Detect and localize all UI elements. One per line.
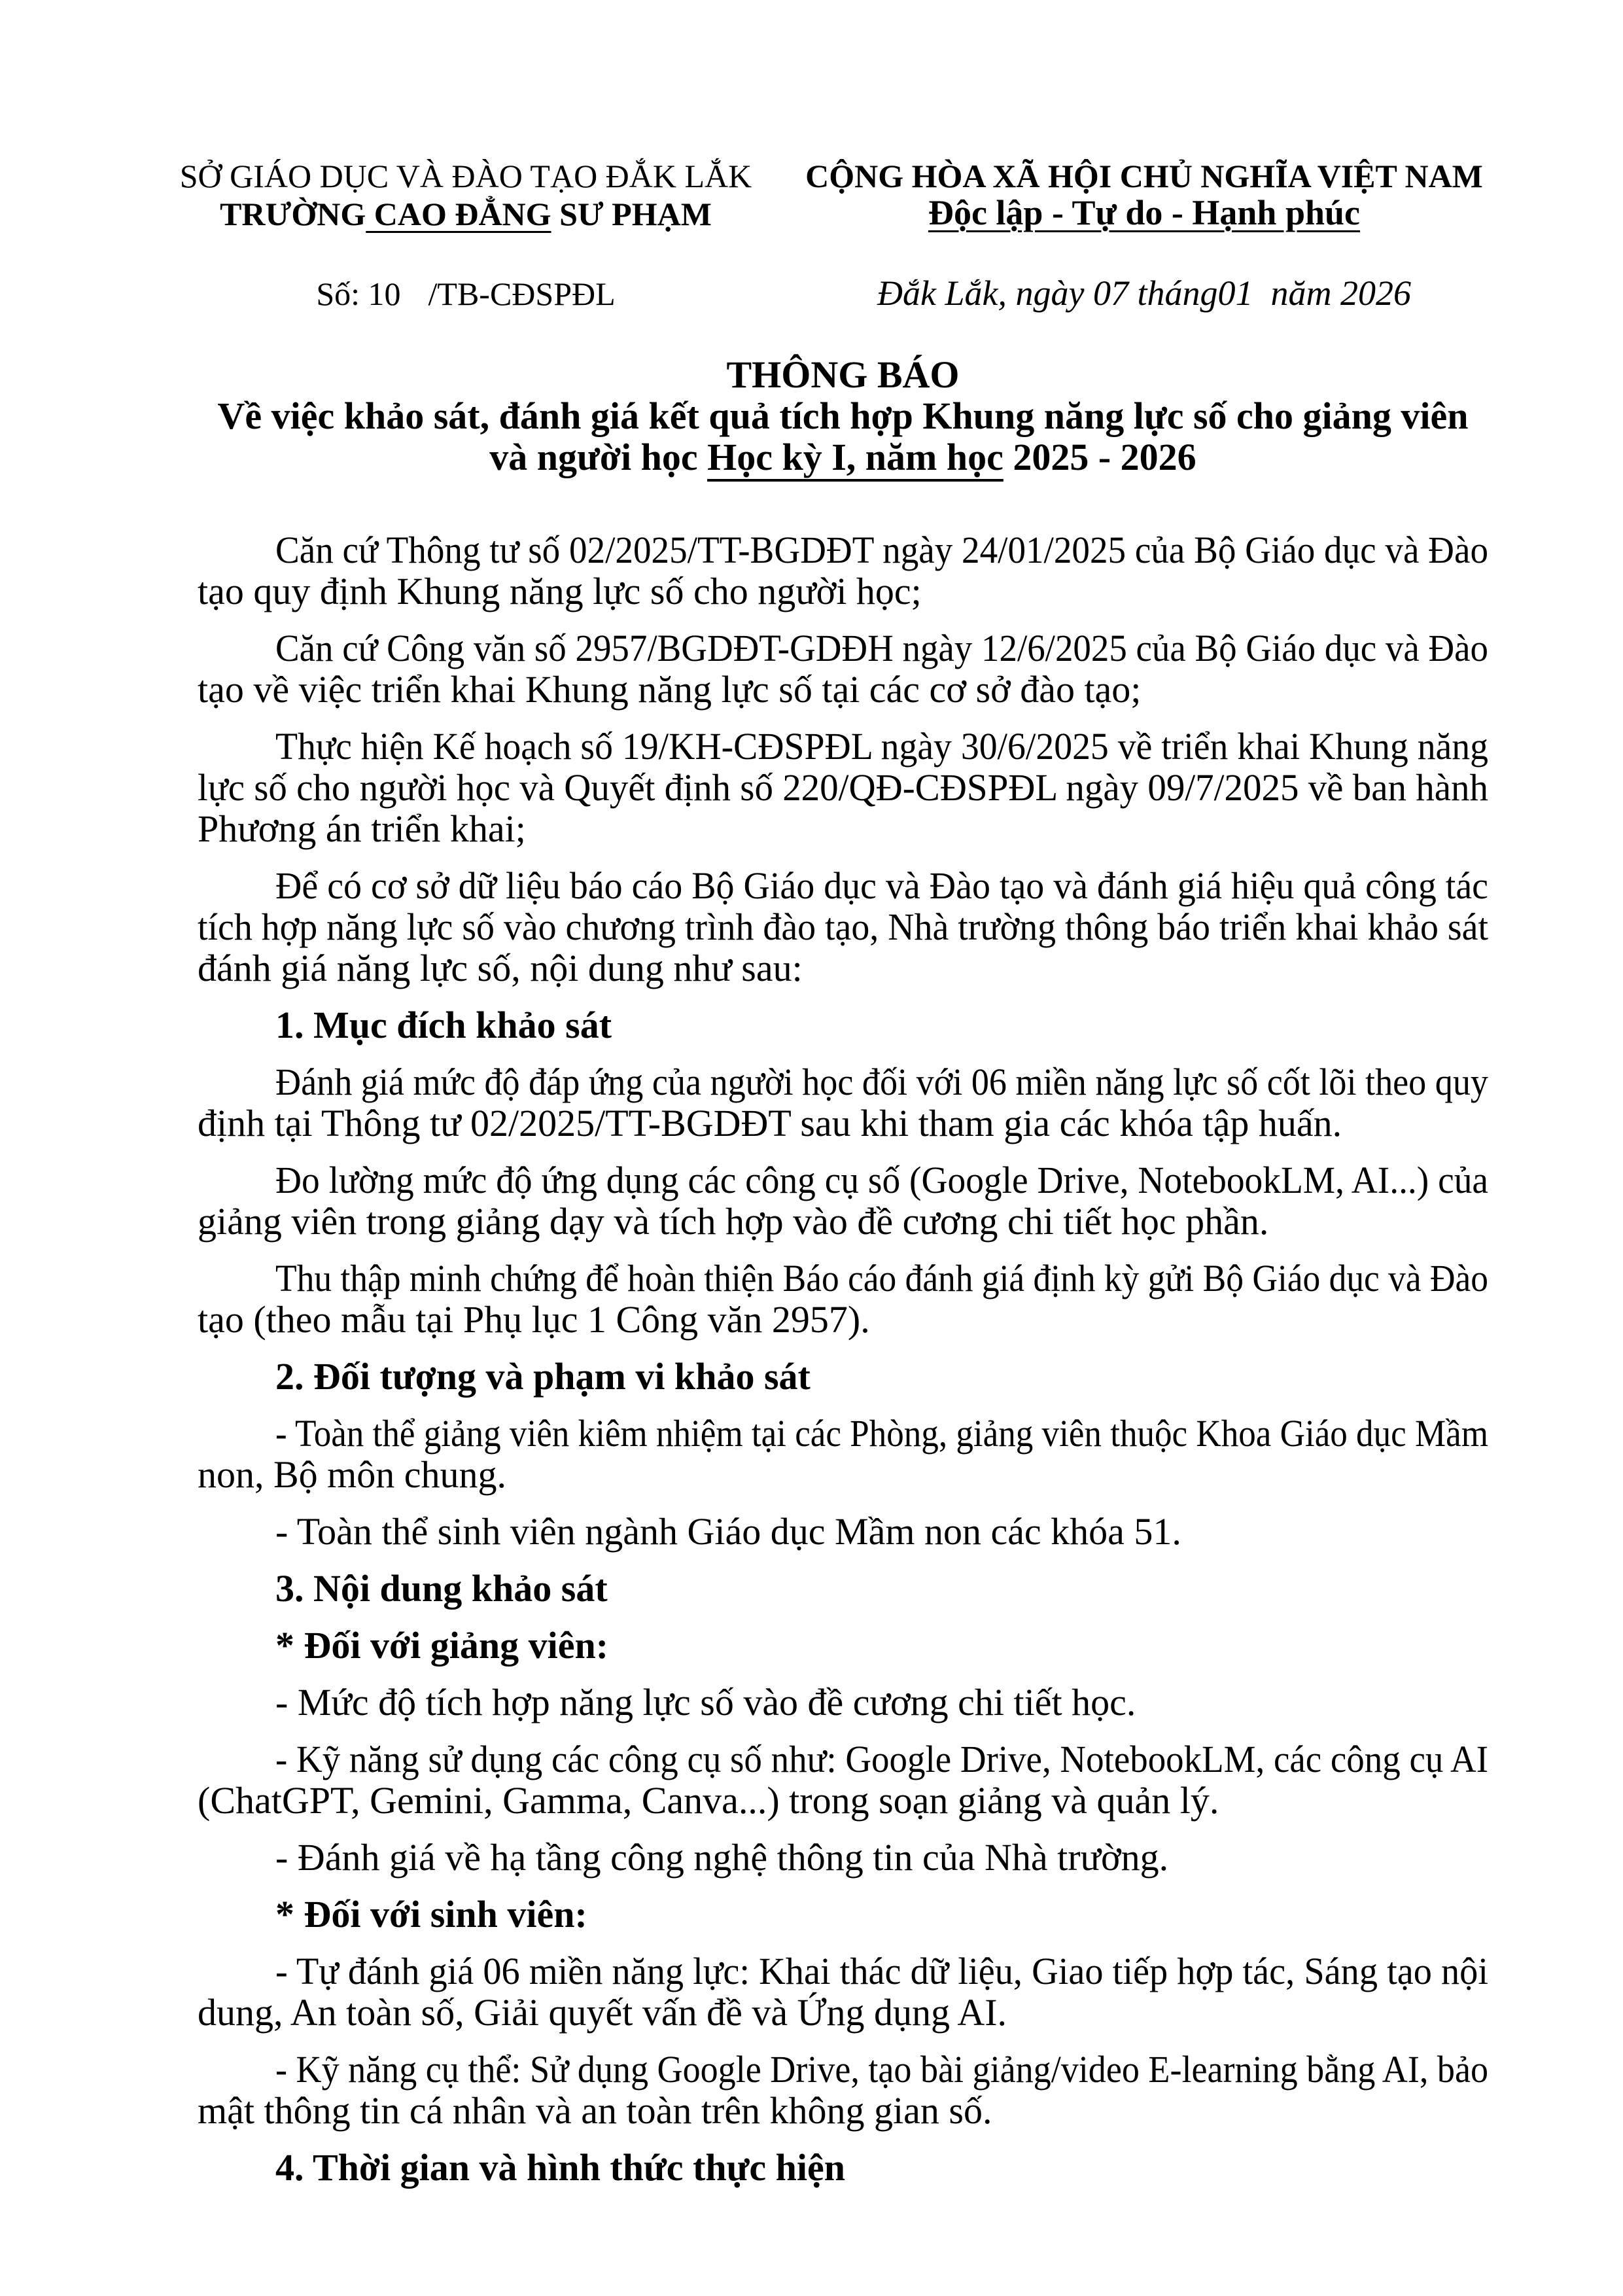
paragraph-legal-basis-2 xyxy=(198,627,1488,710)
text-line xyxy=(275,1413,1488,1454)
subheading-line xyxy=(275,1625,1488,1666)
school-name-suffix: SƯ PHẠM xyxy=(551,196,712,232)
text-line xyxy=(275,1837,1488,1878)
title-block xyxy=(198,354,1488,478)
text-line-content: Thu thập minh chứng để hoàn thiện Báo cáo đánh giá định kỳ gửi Bộ Giáo dục và Đào xyxy=(275,1257,1488,1299)
text-line xyxy=(275,865,1488,906)
text-line xyxy=(275,529,1488,571)
text-line-content: Căn cứ Công văn số 2957/BGDĐT-GDĐH ngày 12/6/2025 của Bộ Giáo dục và Đào xyxy=(275,627,1488,669)
school-name-prefix: TRƯỜNG xyxy=(220,196,366,232)
paragraph-implementation-basis xyxy=(198,726,1488,849)
subheading-text: * Đối với giảng viên: xyxy=(275,1624,609,1667)
text-line-content: - Mức độ tích hợp năng lực số vào đề cương chi tiết học. xyxy=(275,1681,1136,1723)
item-lecturer-skills xyxy=(198,1739,1488,1821)
text-line-content: tạo (theo mẫu tại Phụ lục 1 Công văn 2957). xyxy=(198,1298,870,1341)
text-line xyxy=(198,1201,1488,1242)
subheading-line xyxy=(275,1894,1488,1935)
section-heading-1 xyxy=(198,1004,1488,1046)
document-type-title: THÔNG BÁO xyxy=(726,353,960,396)
text-line-content: Để có cơ sở dữ liệu báo cáo Bộ Giáo dục và Đào tạo và đánh giá hiệu quả công tác xyxy=(275,864,1488,907)
text-line xyxy=(275,1682,1488,1723)
text-line-content: - Toàn thể giảng viên kiêm nhiệm tại các Phòng, giảng viên thuộc Khoa Giáo dục Mầm xyxy=(275,1412,1488,1455)
heading-text: 1. Mục đích khảo sát xyxy=(275,1004,612,1046)
paragraph-legal-basis-1 xyxy=(198,529,1488,612)
heading-line xyxy=(275,2147,1488,2188)
text-line xyxy=(198,808,1488,849)
text-line-content: - Tự đánh giá 06 miền năng lực: Khai thác dữ liệu, Giao tiếp hợp tác, Sáng tạo nội xyxy=(275,1950,1488,1992)
place-and-date: Đắk Lắk, ngày 07 tháng01 năm 2026 xyxy=(877,274,1411,313)
subheading-students xyxy=(198,1894,1488,1935)
subtitle-line-2 xyxy=(198,436,1488,478)
text-line xyxy=(198,1103,1488,1144)
number-suffix: /TB-CĐSPĐL xyxy=(428,275,616,312)
section-heading-3 xyxy=(198,1568,1488,1609)
heading-line xyxy=(275,1568,1488,1609)
text-line-content: - Kỹ năng sử dụng các công cụ số như: Google Drive, NotebookLM, các công cụ AI xyxy=(275,1738,1488,1780)
text-line-content: tạo quy định Khung năng lực số cho người học; xyxy=(198,570,922,612)
text-line xyxy=(275,1739,1488,1780)
text-line xyxy=(275,1951,1488,1992)
heading-line xyxy=(275,1356,1488,1397)
section-heading-2 xyxy=(198,1356,1488,1397)
text-line xyxy=(198,947,1488,989)
heading-line xyxy=(275,1004,1488,1046)
text-line-content: - Đánh giá về hạ tầng công nghệ thông tin của Nhà trường. xyxy=(275,1836,1169,1879)
parent-agency: SỞ GIÁO DỤC VÀ ĐÀO TẠO ĐẮK LẮK xyxy=(179,158,752,194)
text-line xyxy=(275,1159,1488,1201)
text-line xyxy=(198,1299,1488,1340)
text-line xyxy=(198,2090,1488,2131)
text-line-content: tích hợp năng lực số vào chương trình đào tạo, Nhà trường thông báo triển khai khảo sát xyxy=(198,906,1488,948)
national-motto xyxy=(784,194,1504,232)
heading-text: 2. Đối tượng và phạm vi khảo sát xyxy=(275,1355,811,1398)
text-line-content: giảng viên trong giảng dạy và tích hợp vào đề cương chi tiết học phần. xyxy=(198,1200,1269,1243)
subheading-lecturers xyxy=(198,1625,1488,1666)
paragraph-purpose-1 xyxy=(198,1061,1488,1144)
document-number xyxy=(171,275,760,313)
text-line-content: Căn cứ Thông tư số 02/2025/TT-BGDĐT ngày 24/01/2025 của Bộ Giáo dục và Đào xyxy=(275,529,1488,571)
text-line xyxy=(275,726,1488,767)
text-line-content: định tại Thông tư 02/2025/TT-BGDĐT sau khi tham gia các khóa tập huấn. xyxy=(198,1102,1342,1144)
paragraph-scope-lecturers xyxy=(198,1413,1488,1495)
paragraph-scope-students xyxy=(198,1511,1488,1552)
text-line-content: Đánh giá mức độ đáp ứng của người học đối với 06 miền năng lực số cốt lõi theo quy xyxy=(275,1061,1488,1103)
heading-text: 3. Nội dung khảo sát xyxy=(275,1567,608,1610)
text-line xyxy=(275,627,1488,669)
text-line-content: dung, An toàn số, Giải quyết vấn đề và Ứng dụng AI. xyxy=(198,1991,1007,2034)
issuer-block xyxy=(171,0,760,312)
subtitle-prefix: và người học xyxy=(489,436,708,478)
subheading-text: * Đối với sinh viên: xyxy=(275,1893,587,1935)
subtitle-line-1: Về việc khảo sát, đánh giá kết quả tích hợp Khung năng lực số cho giảng viên xyxy=(217,395,1469,437)
text-line-content: đánh giá năng lực số, nội dung như sau: xyxy=(198,947,803,989)
nation-name: CỘNG HÒA XÃ HỘI CHỦ NGHĨA VIỆT NAM xyxy=(805,158,1483,194)
text-line-content: non, Bộ môn chung. xyxy=(198,1453,507,1496)
text-line-content: Đo lường mức độ ứng dụng các công cụ số (Google Drive, NotebookLM, AI...) của xyxy=(275,1159,1488,1201)
paragraph-purpose-2 xyxy=(198,1159,1488,1242)
text-line xyxy=(198,1992,1488,2033)
text-line xyxy=(198,669,1488,710)
item-lecturer-infrastructure xyxy=(198,1837,1488,1878)
document-body xyxy=(198,529,1488,2188)
text-line-content: Phương án triển khai; xyxy=(198,807,526,850)
text-line xyxy=(198,1454,1488,1495)
text-line-content: lực số cho người học và Quyết định số 220/QĐ-CĐSPĐL ngày 09/7/2025 về ban hành xyxy=(198,766,1488,809)
text-line xyxy=(275,2049,1488,2090)
item-student-skills xyxy=(198,2049,1488,2131)
school-name xyxy=(171,195,760,233)
text-line-content: Thực hiện Kế hoạch số 19/KH-CĐSPĐL ngày 30/6/2025 về triển khai Khung năng xyxy=(275,725,1488,768)
text-line xyxy=(198,767,1488,808)
text-line-content: - Toàn thể sinh viên ngành Giáo dục Mầm non các khóa 51. xyxy=(275,1510,1181,1553)
section-heading-4 xyxy=(198,2147,1488,2188)
national-header xyxy=(784,0,1504,313)
school-name-underlined: CAO ĐẲNG xyxy=(366,196,551,232)
text-line xyxy=(198,1780,1488,1821)
heading-text: 4. Thời gian và hình thức thực hiện xyxy=(275,2146,845,2189)
text-line-content: (ChatGPT, Gemini, Gamma, Canva...) trong soạn giảng và quản lý. xyxy=(198,1779,1219,1822)
item-student-self-assessment xyxy=(198,1951,1488,2033)
text-line xyxy=(275,1258,1488,1299)
text-line-content: tạo về việc triển khai Khung năng lực số tại các cơ sở đào tạo; xyxy=(198,668,1142,711)
text-line xyxy=(198,906,1488,947)
text-line xyxy=(275,1061,1488,1103)
paragraph-purpose-3 xyxy=(198,1258,1488,1340)
text-line-content: - Kỹ năng cụ thể: Sử dụng Google Drive, tạo bài giảng/video E-learning bằng AI, bảo xyxy=(275,2048,1488,2091)
text-line-content: mật thông tin cá nhân và an toàn trên không gian số. xyxy=(198,2089,992,2132)
subtitle-suffix: 2025 - 2026 xyxy=(1003,436,1196,478)
paragraph-purpose-intro xyxy=(198,865,1488,989)
text-line xyxy=(198,571,1488,612)
number-label: Số: xyxy=(316,275,360,312)
text-line xyxy=(275,1511,1488,1552)
national-motto-text: Độc lập - Tự do - Hạnh phúc xyxy=(928,193,1361,232)
number-value: 10 xyxy=(368,275,401,312)
subtitle-underlined: Học kỳ I, năm học xyxy=(707,436,1003,478)
item-lecturer-integration xyxy=(198,1682,1488,1723)
